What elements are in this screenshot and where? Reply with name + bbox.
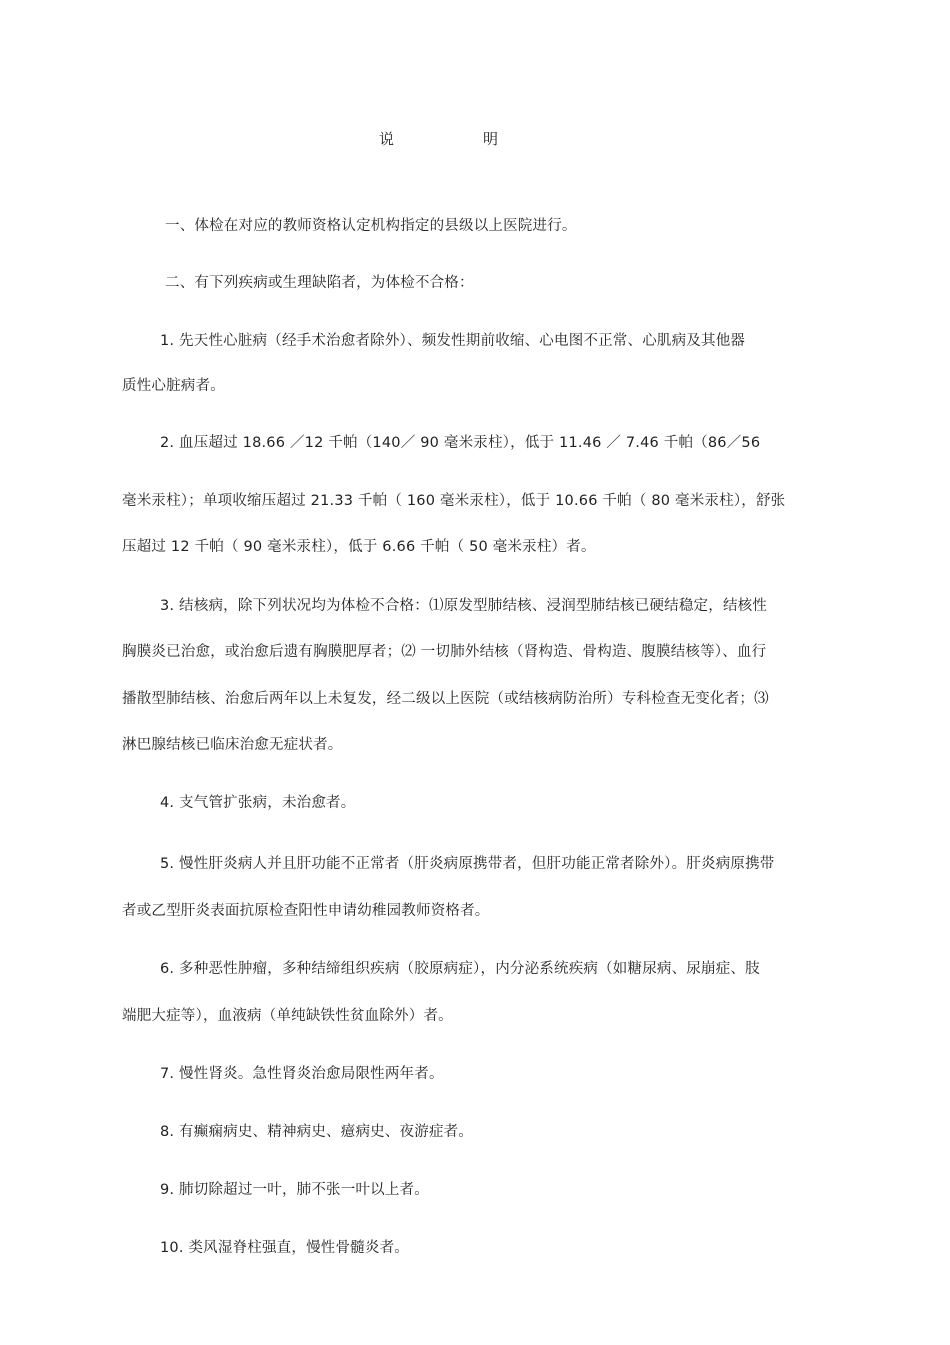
page-title — [0, 128, 950, 150]
section-2: 二、有下列疾病或生理缺陷者，为体检不合格： — [165, 275, 474, 291]
item-1-line-1: 1. 先天性心脏病（经手术治愈者除外）、频发性期前收缩、心电图不正常、心肌病及其他器 — [160, 333, 746, 349]
item-8-line-1: 8. 有癫痫病史、精神病史、癔病史、夜游症者。 — [160, 1124, 474, 1140]
item-2-line-2: 毫米汞柱）；单项收缩压超过 21.33 千帕（ 160 毫米汞柱），低于 10.66 千帕（ 80 毫米汞柱），舒张 — [122, 493, 786, 509]
item-7-line-1: 7. 慢性肾炎。急性肾炎治愈局限性两年者。 — [160, 1066, 444, 1082]
item-1-line-2: 质性心脏病者。 — [122, 378, 225, 394]
item-9-line-1: 9. 肺切除超过一叶，肺不张一叶以上者。 — [160, 1182, 429, 1198]
item-3-line-4: 淋巴腺结核已临床治愈无症状者。 — [122, 737, 343, 753]
item-3-line-1: 3. 结核病，除下列状况均为体检不合格：⑴原发型肺结核、浸润型肺结核已硬结稳定，结核性 — [160, 598, 768, 614]
item-3-line-3: 播散型肺结核、治愈后两年以上未复发，经二级以上医院（或结核病防治所）专科检查无变化者；⑶ — [122, 691, 769, 707]
item-3-line-2: 胸膜炎已治愈，或治愈后遗有胸膜肥厚者；⑵ 一切肺外结核（肾构造、骨构造、腹膜结核等）、血行 — [122, 644, 767, 660]
item-4-line-1: 4. 支气管扩张病，未治愈者。 — [160, 795, 356, 811]
item-6-line-2: 端肥大症等），血液病（单纯缺铁性贫血除外）者。 — [122, 1008, 453, 1024]
item-5-line-2: 者或乙型肝炎表面抗原检查阳性申请幼稚园教师资格者。 — [122, 903, 490, 919]
section-1: 一、体检在对应的教师资格认定机构指定的县级以上医院进行。 — [165, 218, 577, 234]
item-2-line-3: 压超过 12 千帕（ 90 毫米汞柱），低于 6.66 千帕（ 50 毫米汞柱）者。 — [122, 539, 596, 555]
title-char-2: 明 — [483, 130, 499, 148]
title-char-1: 说 — [379, 130, 395, 148]
item-5-line-1: 5. 慢性肝炎病人并且肝功能不正常者（肝炎病原携带者，但肝功能正常者除外）。肝炎病原携带 — [160, 856, 775, 872]
item-6-line-1: 6. 多种恶性肿瘤，多种结缔组织疾病（胶原病症），内分泌系统疾病（如糖尿病、尿崩症、肢 — [160, 961, 760, 977]
item-10-line-1: 10. 类风湿脊柱强直，慢性骨髓炎者。 — [160, 1240, 409, 1256]
item-2-line-1: 2. 血压超过 18.66 ／12 千帕（140／ 90 毫米汞柱），低于 11.46 ／ 7.46 千帕（86／56 — [160, 435, 761, 451]
